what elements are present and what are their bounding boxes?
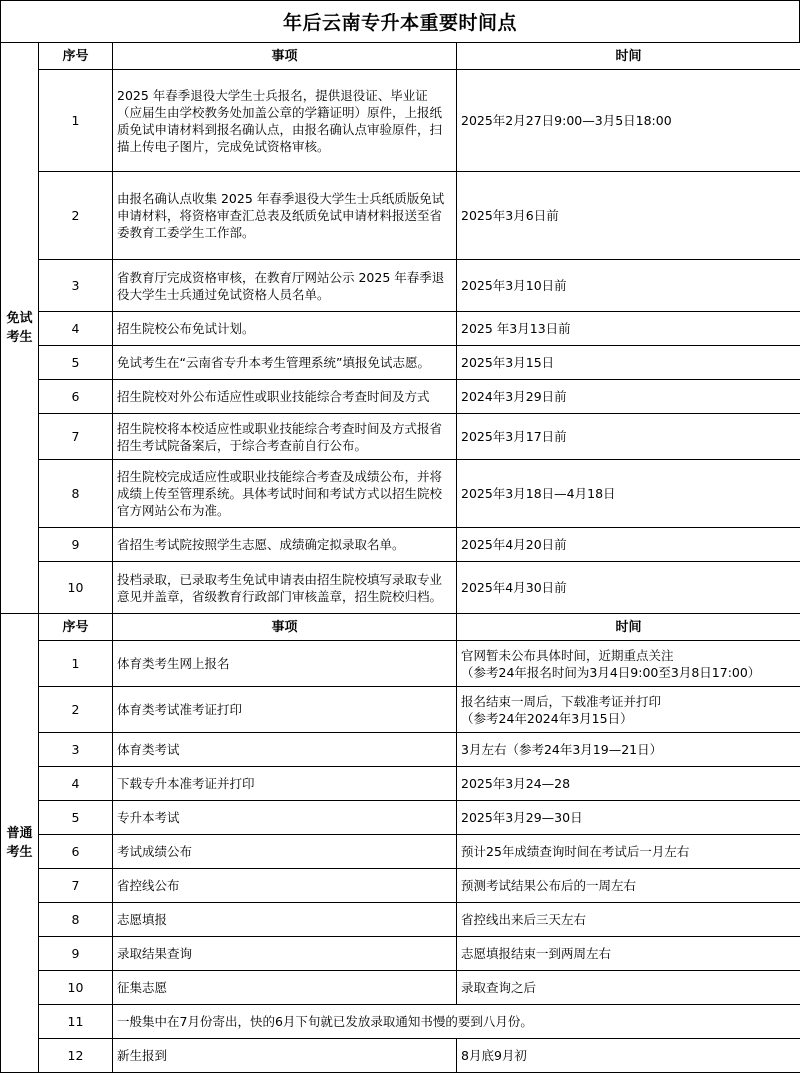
section-label-line: 考生 (6, 845, 33, 860)
row-number: 7 (39, 869, 113, 903)
row-number: 12 (39, 1039, 113, 1073)
section-label (1, 43, 39, 614)
item-header: 事项 (113, 43, 457, 70)
table-row (1, 260, 800, 312)
time-cell: 2025年3月15日 (457, 346, 800, 380)
row-number: 10 (39, 562, 113, 614)
time-cell: 8月底9月初 (457, 1039, 800, 1073)
time-header: 时间 (457, 43, 800, 70)
section-label-line: 考生 (6, 330, 33, 345)
time-cell-line: 官网暂未公布具体时间，近期重点关注 (461, 647, 674, 663)
row-number: 4 (39, 312, 113, 346)
document-title: 年后云南专升本重要时间点 (0, 0, 800, 42)
row-number: 8 (39, 460, 113, 528)
row-number: 4 (39, 767, 113, 801)
table-row (1, 312, 800, 346)
row-number: 6 (39, 380, 113, 414)
time-cell: 2025年4月30日前 (457, 562, 800, 614)
table-row (1, 903, 800, 937)
table-row (1, 172, 800, 260)
row-number: 2 (39, 172, 113, 260)
time-cell: 2025年3月10日前 (457, 260, 800, 312)
row-number: 5 (39, 801, 113, 835)
row-number: 5 (39, 346, 113, 380)
item-cell: 专升本考试 (113, 801, 457, 835)
time-cell: 2025年4月20日前 (457, 528, 800, 562)
item-header: 事项 (113, 614, 457, 641)
item-cell: 考试成绩公布 (113, 835, 457, 869)
item-cell: 投档录取，已录取考生免试申请表由招生院校填写录取专业意见并盖章，省级教育行政部门审核盖章，招生院校归档。 (113, 562, 457, 614)
time-cell: 预测考试结果公布后的一周左右 (457, 869, 800, 903)
time-cell: 2025年2月27日9:00—3月5日18:00 (457, 70, 800, 172)
schedule-table-body (1, 43, 800, 1073)
time-cell: 2025年3月18日—4月18日 (457, 460, 800, 528)
table-row (1, 1005, 800, 1039)
item-cell: 招生院校将本校适应性或职业技能综合考查时间及方式报省招生考试院备案后，于综合考查前自行公布。 (113, 414, 457, 460)
time-cell: 2025 年3月13日前 (457, 312, 800, 346)
item-cell: 省控线公布 (113, 869, 457, 903)
time-cell: 录取查询之后 (457, 971, 800, 1005)
item-cell: 体育类考生网上报名 (113, 641, 457, 687)
row-number: 1 (39, 641, 113, 687)
row-number: 3 (39, 733, 113, 767)
table-row (1, 380, 800, 414)
table-row (1, 733, 800, 767)
table-row (1, 562, 800, 614)
time-cell-line: 报名结束一周后，下载准考证并打印 (461, 693, 662, 709)
table-row (1, 414, 800, 460)
header-row (1, 43, 800, 70)
time-cell: 2025年3月29—30日 (457, 801, 800, 835)
section-label-line: 免试 (6, 311, 33, 326)
item-cell: 志愿填报 (113, 903, 457, 937)
header-row (1, 614, 800, 641)
table-row (1, 70, 800, 172)
time-cell: 2025年3月24—28 (457, 767, 800, 801)
table-row (1, 687, 800, 733)
table-row (1, 869, 800, 903)
item-cell: 由报名确认点收集 2025 年春季退役大学生士兵纸质版免试申请材料，将资格审查汇总表及纸质免试申请材料报送至省委教育工委学生工作部。 (113, 172, 457, 260)
row-number: 3 (39, 260, 113, 312)
item-cell: 体育类考试准考证打印 (113, 687, 457, 733)
time-cell (457, 641, 800, 687)
time-cell: 2025年3月6日前 (457, 172, 800, 260)
row-number: 9 (39, 528, 113, 562)
item-cell: 录取结果查询 (113, 937, 457, 971)
time-cell-line: （参考24年报名时间为3月4日9:00至3月8日17:00） (461, 664, 761, 680)
section-label-line: 普通 (6, 826, 33, 841)
item-cell: 省教育厅完成资格审核，在教育厅网站公示 2025 年春季退役大学生士兵通过免试资格人员名单。 (113, 260, 457, 312)
time-cell-line: （参考24年2024年3月15日） (461, 710, 633, 726)
item-cell: 免试考生在“云南省专升本考生管理系统”填报免试志愿。 (113, 346, 457, 380)
section-label (1, 614, 39, 1073)
time-cell: 志愿填报结束一到两周左右 (457, 937, 800, 971)
item-cell: 下载专升本准考证并打印 (113, 767, 457, 801)
row-number: 10 (39, 971, 113, 1005)
item-cell: 体育类考试 (113, 733, 457, 767)
time-cell (457, 687, 800, 733)
table-row (1, 767, 800, 801)
table-row (1, 801, 800, 835)
time-cell: 2025年3月17日前 (457, 414, 800, 460)
row-number: 2 (39, 687, 113, 733)
time-cell: 3月左右（参考24年3月19—21日） (457, 733, 800, 767)
item-cell: 2025 年春季退役大学生士兵报名，提供退役证、毕业证（应届生由学校教务处加盖公章的学籍证明）原件，上报纸质免试申请材料到报名确认点，由报名确认点审验原件，扫描上传电子图片，完成免试资格审核。 (113, 70, 457, 172)
table-row (1, 937, 800, 971)
row-number: 11 (39, 1005, 113, 1039)
table-row (1, 971, 800, 1005)
table-row (1, 835, 800, 869)
seq-header: 序号 (39, 43, 113, 70)
table-row (1, 1039, 800, 1073)
time-cell: 2024年3月29日前 (457, 380, 800, 414)
merged-cell: 一般集中在7月份寄出，快的6月下旬就已发放录取通知书慢的要到八月份。 (113, 1005, 800, 1039)
seq-header: 序号 (39, 614, 113, 641)
item-cell: 省招生考试院按照学生志愿、成绩确定拟录取名单。 (113, 528, 457, 562)
row-number: 6 (39, 835, 113, 869)
row-number: 9 (39, 937, 113, 971)
time-cell: 预计25年成绩查询时间在考试后一月左右 (457, 835, 800, 869)
table-row (1, 641, 800, 687)
table-row (1, 460, 800, 528)
schedule-table (0, 42, 800, 1073)
item-cell: 招生院校完成适应性或职业技能综合考查及成绩公布，并将成绩上传至管理系统。具体考试时间和考试方式以招生院校官方网站公布为准。 (113, 460, 457, 528)
item-cell: 招生院校公布免试计划。 (113, 312, 457, 346)
time-header: 时间 (457, 614, 800, 641)
item-cell: 招生院校对外公布适应性或职业技能综合考查时间及方式 (113, 380, 457, 414)
row-number: 7 (39, 414, 113, 460)
time-cell: 省控线出来后三天左右 (457, 903, 800, 937)
table-row (1, 528, 800, 562)
item-cell: 征集志愿 (113, 971, 457, 1005)
table-row (1, 346, 800, 380)
row-number: 1 (39, 70, 113, 172)
row-number: 8 (39, 903, 113, 937)
item-cell: 新生报到 (113, 1039, 457, 1073)
